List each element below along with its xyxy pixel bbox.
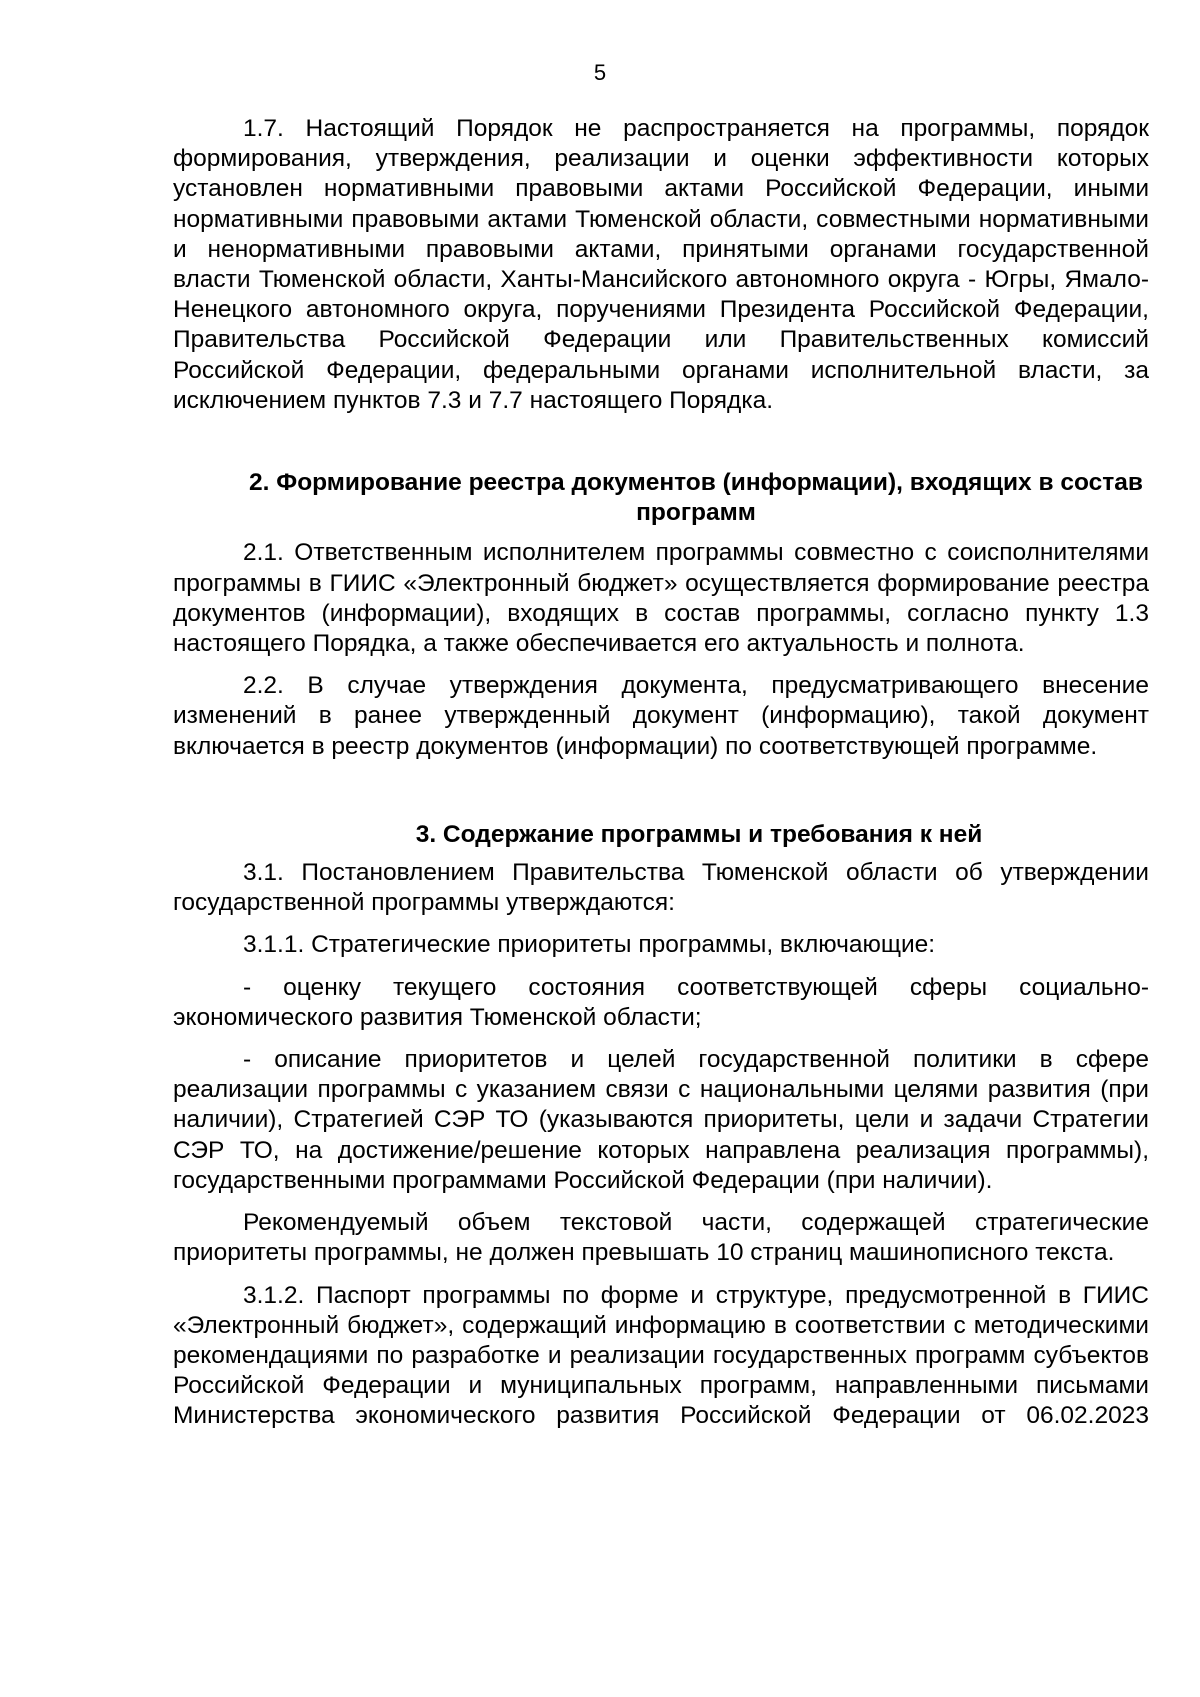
paragraph-2-1: 2.1. Ответственным исполнителем программы совместно с соисполнителями программы в ГИИС «Электронный бюджет» осуществляется формирование реестра документов (информации), входящих в состав программы, согласно пункту 1.3 настоящего Порядка, а также обеспечивается его актуальность и полнота.	[173, 539, 1149, 658]
document-body	[173, 114, 1149, 1432]
paragraph-recommended-volume: Рекомендуемый объем текстовой части, содержащей стратегические приоритеты программы, не должен превышать 10 страниц машинописного текста.	[173, 1209, 1149, 1267]
paragraph-3-1: 3.1. Постановлением Правительства Тюменской области об утверждении государственной программы утверждаются:	[173, 859, 1149, 917]
paragraph-1-7: 1.7. Настоящий Порядок не распространяется на программы, порядок формирования, утверждения, реализации и оценки эффективности которых установлен нормативными правовыми актами Российской Федерации, иными нормативными правовыми актами Тюменской области, совместными нормативными и ненормативными правовыми актами, принятыми органами государственной власти Тюменской области, Ханты-Мансийского автономного округа - Югры, Ямало-Ненецкого автономного округа, поручениями Президента Российской Федерации, Правительства Российской Федерации или Правительственных комиссий Российской Федерации, федеральными органами исполнительной власти, за исключением пунктов 7.3 и 7.7 настоящего Порядка.	[173, 115, 1149, 414]
section-heading-2: 2. Формирование реестра документов (информации), входящих в состав программ	[249, 469, 1143, 527]
paragraph-3-1-1: 3.1.1. Стратегические приоритеты программы, включающие:	[243, 931, 936, 959]
paragraph-2-2: 2.2. В случае утверждения документа, предусматривающего внесение изменений в ранее утвержденный документ (информацию), такой документ включается в реестр документов (информации) по соответствующей программе.	[173, 672, 1149, 760]
page-number: 5	[593, 60, 607, 85]
list-item-priorities: - описание приоритетов и целей государственной политики в сфере реализации программы с указанием связи с национальными целями развития (при наличии), Стратегией СЭР ТО (указываются приоритеты, цели и задачи Стратегии СЭР ТО, на достижение/решение которых направлена реализация программы), государственными программами Российской Федерации (при наличии).	[173, 1046, 1149, 1194]
section-heading-3: 3. Содержание программы и требования к ней	[415, 820, 983, 848]
paragraph-3-1-2: 3.1.2. Паспорт программы по форме и структуре, предусмотренной в ГИИС «Электронный бюджет», содержащий информацию в соответствии с методическими рекомендациями по разработке и реализации государственных программ субъектов Российской Федерации и муниципальных программ, направленными письмами Министерства экономического развития Российской Федерации от 06.02.2023	[173, 1281, 1149, 1430]
list-item-assessment: - оценку текущего состояния соответствующей сферы социально-экономического развития Тюменской области;	[173, 973, 1149, 1031]
